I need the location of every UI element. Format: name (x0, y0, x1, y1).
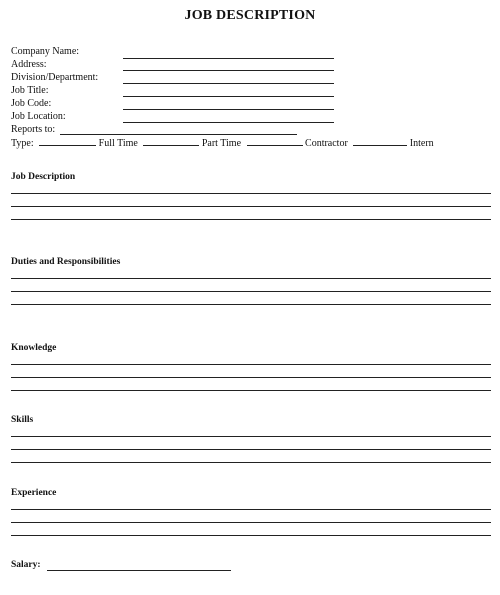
job-description-line[interactable] (11, 206, 491, 207)
job-code-label: Job Code: (11, 98, 52, 109)
salary-row (11, 560, 41, 570)
salary-line[interactable] (47, 570, 231, 571)
experience-line[interactable] (11, 522, 491, 523)
division-department-label: Division/Department: (11, 72, 99, 83)
knowledge-heading: Knowledge (11, 343, 57, 353)
job-description-line[interactable] (11, 219, 491, 220)
job-code-line[interactable] (123, 109, 334, 110)
skills-line[interactable] (11, 462, 491, 463)
type-option-intern: Intern (409, 138, 434, 149)
address-label: Address: (11, 59, 47, 70)
duties-heading: Duties and Responsibilities (11, 257, 121, 267)
knowledge-line[interactable] (11, 390, 491, 391)
skills-heading: Skills (11, 415, 34, 425)
duties-line[interactable] (11, 278, 491, 279)
experience-line[interactable] (11, 509, 491, 510)
job-description-heading: Job Description (11, 172, 76, 182)
contractor-blank[interactable] (247, 137, 303, 146)
intern-blank[interactable] (353, 137, 407, 146)
company-name-line[interactable] (123, 58, 334, 59)
job-title-label: Job Title: (11, 85, 49, 96)
salary-label: Salary: (11, 560, 41, 570)
skills-line[interactable] (11, 436, 491, 437)
reports-to-label: Reports to: (11, 124, 56, 135)
type-label: Type: (11, 138, 34, 149)
experience-line[interactable] (11, 535, 491, 536)
skills-line[interactable] (11, 449, 491, 450)
duties-line[interactable] (11, 291, 491, 292)
division-department-line[interactable] (123, 83, 334, 84)
full-time-blank[interactable] (39, 137, 96, 146)
type-option-part-time: Part Time (201, 138, 242, 149)
reports-to-line[interactable] (60, 134, 297, 135)
duties-line[interactable] (11, 304, 491, 305)
experience-heading: Experience (11, 488, 57, 498)
type-option-full-time: Full Time (98, 138, 138, 149)
type-option-contractor: Contractor (305, 138, 348, 149)
form-title: JOB DESCRIPTION (184, 8, 316, 23)
job-location-label: Job Location: (11, 111, 66, 122)
job-location-line[interactable] (123, 122, 334, 123)
job-title-line[interactable] (123, 96, 334, 97)
part-time-blank[interactable] (143, 137, 199, 146)
job-description-line[interactable] (11, 193, 491, 194)
knowledge-line[interactable] (11, 377, 491, 378)
company-name-label: Company Name: (11, 46, 80, 57)
type-row (11, 137, 434, 150)
knowledge-line[interactable] (11, 364, 491, 365)
address-line[interactable] (123, 70, 334, 71)
